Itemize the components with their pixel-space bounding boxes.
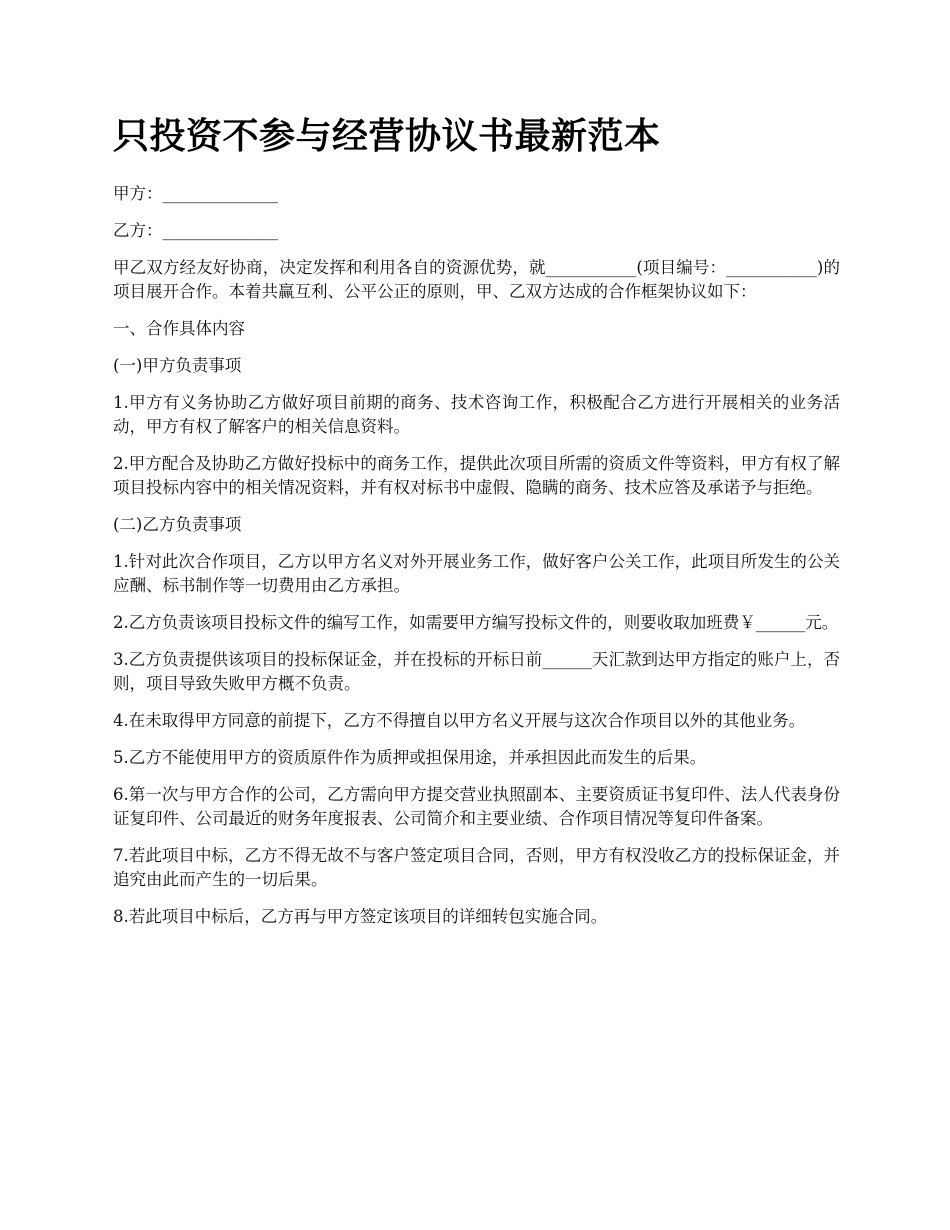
party-a-line: 甲方：______________	[113, 184, 278, 203]
party-b-clause-7: 7.若此项目中标，乙方不得无故不与客户签定项目合同，否则，甲方有权没收乙方的投标保证金，并追究由此而产生的一切后果。	[113, 846, 840, 889]
intro-paragraph: 甲乙双方经友好协商，决定发挥和利用各自的资源优势，就___________(项目编号：___________)的项目展开合作。本着共赢互利、公平公正的原则，甲、乙双方达成的合作框架协议如下：	[113, 258, 840, 301]
document-title: 只投资不参与经营协议书最新范本	[113, 115, 661, 157]
party-b-clause-3: 3.乙方负责提供该项目的投标保证金，并在投标的开标日前______天汇款到达甲方指定的账户上，否则，项目导致失败甲方概不负责。	[113, 650, 840, 693]
subsection-heading-party-b: (二)乙方负责事项	[113, 515, 242, 534]
party-b-clause-4: 4.在未取得甲方同意的前提下，乙方不得擅自以甲方名义开展与这次合作项目以外的其他业务。	[113, 711, 806, 730]
section-heading-cooperation: 一、合作具体内容	[113, 319, 245, 338]
party-a-clause-1: 1.甲方有义务协助乙方做好项目前期的商务、技术咨询工作，积极配合乙方进行开展相关的业务活动，甲方有权了解客户的相关信息资料。	[113, 393, 840, 436]
party-b-clause-2: 2.乙方负责该项目投标文件的编写工作，如需要甲方编写投标文件的，则要收取加班费￥______元。	[113, 613, 839, 632]
subsection-heading-party-a: (一)甲方负责事项	[113, 356, 242, 375]
party-b-clause-6: 6.第一次与甲方合作的公司，乙方需向甲方提交营业执照副本、主要资质证书复印件、法人代表身份证复印件、公司最近的财务年度报表、公司简介和主要业绩、合作项目情况等复印件备案。	[113, 785, 840, 828]
party-b-clause-5: 5.乙方不能使用甲方的资质原件作为质押或担保用途，并承担因此而发生的后果。	[113, 748, 707, 767]
party-a-clause-2: 2.甲方配合及协助乙方做好投标中的商务工作，提供此次项目所需的资质文件等资料，甲方有权了解项目投标内容中的相关情况资料，并有权对标书中虚假、隐瞒的商务、技术应答及承诺予与拒绝。	[113, 454, 840, 497]
party-b-clause-1: 1.针对此次合作项目，乙方以甲方名义对外开展业务工作，做好客户公关工作，此项目所发生的公关应酬、标书制作等一切费用由乙方承担。	[113, 552, 840, 595]
party-b-line: 乙方：______________	[113, 221, 278, 240]
party-b-clause-8: 8.若此项目中标后，乙方再与甲方签定该项目的详细转包实施合同。	[113, 907, 608, 926]
